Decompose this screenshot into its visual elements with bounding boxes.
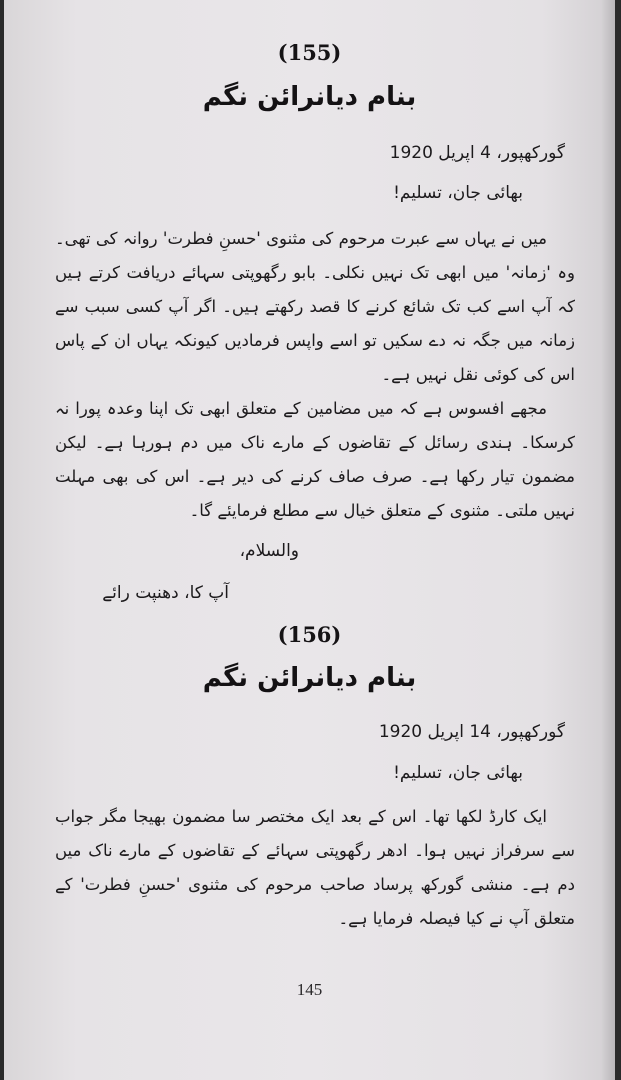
letter-addressee-heading: بنام دیانرائن نگم (202, 82, 417, 112)
letter-paragraph: مجھے افسوس ہے کہ میں مضامین کے متعلق ابھی تک اپنا وعدہ پورا نہ کرسکا۔ ہندی رسائل کے تقاضوں کے مارے ناک میں دم ہورہا ہے۔ لیکن مضمون تیار رکھا ہے۔ صرف صاف کرنے کی دیر ہے۔ اس کی بھی مہلت نہیں ملتی۔ مثنوی کے متعلق خیال سے مطلع فرمایئے گا۔ (55, 399, 575, 520)
book-page (4, 0, 615, 1080)
letter-body (55, 222, 575, 528)
letter-addressee-heading: بنام دیانرائن نگم (202, 663, 417, 693)
letter-number: (155) (277, 40, 342, 65)
letter-closing: والسلام، (239, 541, 299, 561)
letter-salutation: بھائی جان، تسلیم! (393, 183, 523, 203)
letter-place-date: گورکھپور، 14 اپریل 1920 (378, 722, 565, 742)
letter-paragraph: میں نے یہاں سے عبرت مرحوم کی مثنوی 'حسنِ فطرت' روانہ کی تھی۔ وہ 'زمانہ' میں ابھی تک نہیں نکلی۔ بابو رگھوپتی سہائے دریافت کرتے ہیں کہ آپ اسے کب تک شائع کرنے کا قصد رکھتے ہیں۔ اگر آپ کسی سبب سے زمانہ میں جگہ نہ دے سکیں تو اسے واپس فرمادیں کیونکہ یہاں ان کے پاس اس کی کوئی نقل نہیں ہے۔ (55, 229, 575, 384)
page-number: 145 (296, 980, 323, 999)
letter-number: (156) (277, 622, 342, 647)
letter-paragraph: ایک کارڈ لکھا تھا۔ اس کے بعد ایک مختصر سا مضمون بھیجا مگر جواب سے سرفراز نہیں ہوا۔ ادھر رگھوپتی سہائے کے تقاضوں کے مارے ناک میں دم ہے۔ منشی گورکھ پرساد صاحب مرحوم کی مثنوی 'حسنِ فطرت' کے متعلق آپ نے کیا فیصلہ فرمایا ہے۔ (55, 807, 575, 928)
letter-salutation: بھائی جان، تسلیم! (393, 763, 523, 783)
letter-place-date: گورکھپور، 4 اپریل 1920 (389, 143, 565, 163)
letter-signature: آپ کا، دھنپت رائے (102, 583, 229, 603)
letter-body (55, 800, 575, 936)
